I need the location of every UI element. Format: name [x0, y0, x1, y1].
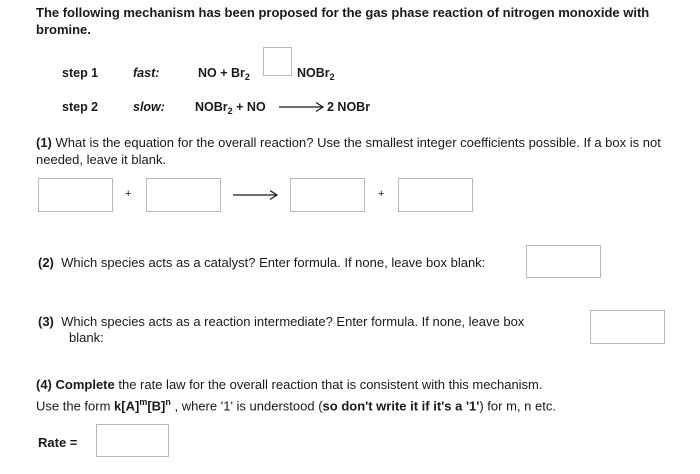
overall-reactant-1-input[interactable] — [38, 178, 113, 212]
rate-form-n: n — [165, 397, 171, 407]
catalyst-input[interactable] — [526, 245, 601, 278]
step2-product: 2 NOBr — [327, 100, 371, 114]
step1-reactant-subscript: 2 — [244, 72, 250, 82]
question-3-number: (3) — [38, 314, 54, 329]
rate-law-input[interactable] — [96, 424, 169, 457]
question-4-line2 — [36, 394, 556, 414]
overall-plus-1: + — [125, 188, 132, 200]
question-1-text: What is the equation for the overall reaction? Use the smallest integer coefficients possible. If a box is not needed, leave it blank. — [36, 135, 661, 167]
rate-label: Rate = — [38, 435, 78, 450]
question-4-form-mid: , where '1' is understood ( — [170, 398, 323, 414]
question-3 — [38, 313, 524, 330]
question-1 — [36, 134, 671, 168]
question-4-form-end: ) for m, n etc. — [479, 398, 556, 414]
step2-speed: slow: — [133, 100, 165, 114]
question-4-form-bold-note: so don't write it if it's a '1' — [322, 398, 480, 414]
step1-product-text: NOBr — [297, 66, 330, 80]
step2-label: step 2 — [62, 100, 99, 114]
step2-arrow-icon — [279, 101, 325, 113]
step1-reactants-text: NO + Br — [198, 66, 245, 80]
intermediate-input[interactable] — [590, 310, 665, 344]
question-2 — [38, 254, 485, 271]
step2-reactant-a: NOBr — [195, 100, 228, 114]
question-4-form-intro: Use the form — [36, 398, 115, 414]
problem-intro: The following mechanism has been proposed for the gas phase reaction of nitrogen monoxide with bromine. — [36, 5, 650, 37]
question-2-text: Which species acts as a catalyst? Enter formula. If none, leave box blank: — [61, 255, 486, 270]
step1-product-subscript: 2 — [329, 72, 335, 82]
step2-reactant-a-subscript: 2 — [227, 106, 233, 116]
question-3-text-line1: Which species acts as a reaction intermediate? Enter formula. If none, leave box — [61, 314, 525, 329]
rate-form-b: [B] — [147, 398, 166, 414]
question-4-number: (4) — [36, 377, 52, 392]
step2-reactants — [195, 100, 266, 116]
question-4-line1 — [36, 376, 543, 393]
step1-label: step 1 — [62, 66, 99, 80]
overall-plus-2: + — [378, 188, 385, 200]
rate-form-k: k[A] — [114, 398, 140, 414]
question-4-bold-word: Complete — [55, 377, 115, 392]
overall-product-1-input[interactable] — [290, 178, 365, 212]
step2-reactant-b: + NO — [232, 100, 266, 114]
step1-speed: fast: — [133, 66, 160, 80]
overall-product-2-input[interactable] — [398, 178, 473, 212]
overall-arrow-icon — [233, 189, 279, 201]
step1-reactants — [198, 66, 250, 82]
overall-reactant-2-input[interactable] — [146, 178, 221, 212]
question-3-text-line2: blank: — [69, 330, 104, 345]
step1-product — [297, 66, 335, 82]
question-2-number: (2) — [38, 255, 54, 270]
question-4-text1: the rate law for the overall reaction that is consistent with this mechanism. — [114, 377, 543, 392]
question-1-number: (1) — [36, 135, 52, 150]
step1-arrow-box[interactable] — [263, 47, 292, 76]
rate-form-m: m — [139, 397, 148, 407]
